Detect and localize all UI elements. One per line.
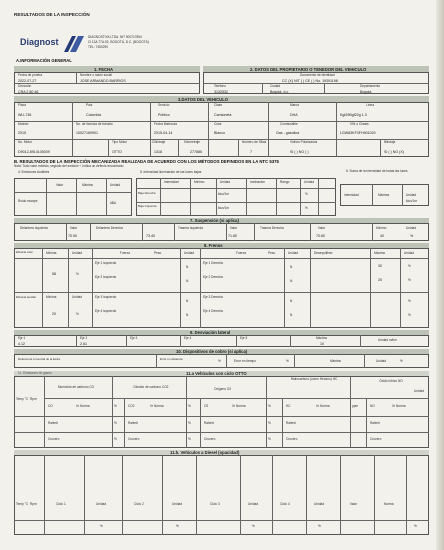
s11a-idle-no: Ralentí [370,421,381,425]
s3-label-brand: Marca [290,103,299,107]
s7-rear-left-value: 71.80 [228,234,237,238]
s9-label-axle5: Eje 5 [240,336,248,340]
s11a-cruise-co2: Crucero [128,437,140,441]
s3-license-value: 10027169901 [76,131,98,135]
s8-force-unit-8: N [290,313,293,317]
logo-text: Diagnost [20,37,59,47]
s3-label-reg-date: Fecha Matrícula [154,122,177,126]
s10-label-dist-error: Error en distancia [160,357,183,361]
s11b-label-unit1: Unidad [96,502,107,506]
company-line-1: DIAGNOSTIYA LTDA. NIT 900717894 [88,35,142,39]
s7-front-left-value: 70.90 [68,234,77,238]
s1-address-value: CRA 2 80 46 [18,90,39,94]
s3-engine-no-value: D9012-8914105009 [18,150,50,154]
results-title: RESULTADOS DE LA INSPECCIÓN [14,12,90,17]
s11b-label-cycle3: Ciclo 3 [210,502,220,506]
s6-label-intensity: Intensidad [344,193,359,197]
s1-label-address: Dirección [18,84,32,88]
s3-label-line: Línea [366,103,374,107]
s9-axle2-value: 2.61 [80,342,87,346]
s11b-label-cycle4: Ciclo 4 [280,502,290,506]
s8-label-weight-2: Peso [268,251,276,255]
s5-unit-pct-right: % [305,192,308,196]
s11a-label-no: Óxido nítrico NO [379,379,403,383]
s3-label-fuel: Combustible [280,122,298,126]
s11a-cruise-hc: Crucero [286,437,298,441]
s5-label-intensity: Intensidad [164,180,179,184]
s5-unit-pct-left: % [305,206,308,210]
s8-force-unit-3: N [186,299,189,303]
s11a-label-rpm: Rpm [30,397,37,401]
s3-label-tinted: Vidrios Polarizados [290,140,318,144]
s6-label-unit: Unidad [406,193,417,197]
s5-label-unit: Unidad [220,180,231,184]
s11b-label-norm: Norma [384,502,394,506]
s2-label-department: Departamento [360,84,381,88]
s3-box [14,102,429,157]
s10-unit-2: % [286,359,289,363]
s5-label-range: Rango [280,180,290,184]
s2-title: 2. DATOS DEL PROPIETARIO O TENEDOR DEL VEHICULO [250,67,367,72]
s7-label-front-left: Delantera Izquierda [20,226,48,230]
s8-label-unit-4: Unidad [404,251,415,255]
s10-box [14,354,429,368]
s8-imbalance-unit-3: % [408,299,411,303]
b-note: Nota: Todo valor medido, seguido del símbolo *, indica un defecto encontrado [14,164,124,168]
s3-engine-type-value: OTTO [112,150,122,154]
s11b-label-temp: Temp °C [16,502,29,506]
s11a-subtitle: 11.a Vehículos con ciclo OTTO [186,371,247,376]
s6-unit-value: klux/1m [406,199,417,203]
s9-title: 9. Desviación lateral [190,330,231,335]
logo-mark-icon [62,34,86,54]
s7-rear-right-value: 70.60 [316,234,325,238]
s11a-unit-cruise-1: % [114,437,117,441]
s7-label-unit: Unidad [406,226,417,230]
s11a-co2-norm: Vr Norma [150,404,164,408]
s11a-no-norm: Vr Norma [392,404,406,408]
s7-label-value-1: Valor [70,226,78,230]
s11a-cruise-no: Crucero [370,437,382,441]
s10-label-time-error: Error en tiempo [234,359,256,363]
s11b-unit-1: % [100,524,103,528]
s3-model-value: 2015 [18,131,26,135]
s3-country-value: Colombia [86,113,102,117]
s4-title: 4. Emisiones Audibles [18,170,50,174]
s1-label-date: Fecha de prueba [18,73,43,77]
s3-class-value: Camioneta [214,113,232,117]
s3-label-class: Clase [214,103,223,107]
s8-label-unit-5: Unidad [72,295,83,299]
s8-axle2-left: Eje 2 Izquierdo [95,275,117,279]
s3-service-value: Público [158,113,170,117]
s8-axle1-left: Eje 1 Izquierdo [95,261,117,265]
s10-label-max: Máximo [330,359,342,363]
s3-label-displacement: Cilindraje [152,140,166,144]
s11a-idle-co: Ralentí [48,421,59,425]
s3-mileage-value: 277885 [190,150,202,154]
s8-force-unit-7: N [290,299,293,303]
s11b-label-cycle2: Ciclo 2 [134,502,144,506]
s1-label-name: Nombre o razón social [80,73,112,77]
s5-title: 5. Intensidad iluminación de las luces bajas [140,170,202,174]
s8-label-aux-efficiency: Eficacia auxiliar [16,295,37,299]
s2-label-phone: Teléfono [214,84,227,88]
s11a-label-o2: Oxígeno O2 [214,387,232,391]
s8-imbalance-unit-1: % [408,264,411,268]
s8-force-unit-6: N [290,279,293,283]
s7-label-rear-left: Trasera Izquierda [178,226,203,230]
s11a-idle-o2: Ralentí [204,421,215,425]
s8-aux-unit-pct: % [76,312,79,316]
s11a-idle-hc: Ralentí [286,421,297,425]
s3-vin-value: LGW83KF3FH901029 [340,131,376,135]
s3-label-country: País [86,103,93,107]
s8-axle2-right: Eje 2 Derecho [203,275,224,279]
s1-name-value: JOSE ARMANDO BARRIOS [80,79,126,83]
s11a-o2-unit: % [268,404,271,408]
s8-label-weight: Peso [154,251,162,255]
general-info-heading: A.INFORMACIÓN GENERAL [16,58,72,63]
s8-axle4-right: Eje 4 Derecho [203,309,224,313]
s6-title: 6. Suma de la intensidad de todas las luces [346,169,408,173]
s11b-unit-4: % [318,524,321,528]
s9-label-axle2: Eje 2 [80,336,88,340]
s8-label-max: Máximo [374,251,386,255]
s2-label-city: Ciudad [270,84,281,88]
s5-label-inclination: Inclinación [250,180,266,184]
s11a-hc-norm: Vr Norma [316,404,330,408]
s9-label-axle4: Eje 4 [184,336,192,340]
s7-label-min: Mínimo [376,226,387,230]
s8-min-value: 58 [52,272,56,276]
s11a-label-temp: Temp °C [16,397,29,401]
s11a-no-col: NO [370,404,375,408]
s11a-unit-idle-3: % [268,421,271,425]
s11a-cruise-co: Crucero [48,437,60,441]
s8-axle1-right: Eje 1 Derecho [203,261,224,265]
s3-line-value: Kgt29Bgf22g 1.3 [340,113,367,117]
s11a-o2-norm: Vr Norma [232,404,246,408]
s10-unit-1: % [218,359,221,363]
company-line-3: TEL: 7450290 [88,45,109,49]
s11b-label-rpm: Rpm [30,502,37,506]
s10-label-tire: Referencia comercial de la llanta [18,357,60,361]
s11a-unit-idle-1: % [114,421,117,425]
s4-label-unit: Unidad [110,183,121,187]
s11a-unit-idle-2: % [188,421,191,425]
s7-unit-value: % [410,234,414,238]
s5-unit-left: klux/1m [218,206,229,210]
s8-unit-pct: % [76,272,79,276]
s9-label-axle3: Eje 3 [130,336,138,340]
s11b-subtitle: 11.b. Vehículos a Diesel (opacidad) [170,450,240,455]
s11a-label-hc: Hidrocarburo (como Hexano) HC [290,377,338,381]
s11a-unit-label: Unidad [414,389,425,393]
s8-title: 8. Frenos [204,243,223,248]
s7-label-value-2: Valor [230,226,238,230]
s8-aux-min-value: 20 [52,312,56,316]
s2-label-id: Documento de identidad [300,73,335,77]
s8-label-unit-2: Unidad [184,251,195,255]
s11b-unit-2: % [176,524,179,528]
s11b-label-unit2: Unidad [172,502,183,506]
s8-imbalance-unit-4: % [408,313,411,317]
s11a-co2-unit: % [188,404,191,408]
s3-displacement-value: 1318 [154,150,162,154]
s2-department-value: Bogotá [360,90,372,94]
s11a-unit-cruise-3: % [268,437,271,441]
s8-label-min: Mínima [46,251,57,255]
s3-title: 3.DATOS DEL VEHICULO [178,97,229,102]
s9-label-max: Máximo [316,336,328,340]
s4-label-value: Valor [56,183,64,187]
s8-label-unit: Unidad [72,251,83,255]
s8-force-unit-4: N [186,313,189,317]
s11a-cruise-o2: Crucero [204,437,216,441]
s11a-hc-col: HC [286,404,291,408]
s8-force-unit-2: N [186,279,189,283]
s9-max-value: 10 [320,342,324,346]
s8-axle3-left: Eje 3 Izquierdo [95,295,117,299]
s2-id-value: CC (X) NIT ( ) CE ( ) No. 19391198 [282,79,338,83]
s7-label-rear-right: Trasera Derecha [260,226,284,230]
s9-axle1-value: 4.12 [18,342,25,346]
s1-title: 1. FECHA [94,67,114,72]
s7-front-right-value: 73.40 [146,234,155,238]
s10-unit-3: % [400,359,403,363]
s11a-label-co2: Dióxido de carbono CO2 [133,385,169,389]
s8-imbalance-max-1: 30 [378,264,382,268]
s11a-label-co: Monóxido de carbono CO [57,385,95,389]
s1-date-value: 2022-07-27 [18,79,37,83]
s5-label-low-right: Baja Derecha [138,191,156,195]
s7-label-value-3: Valor [318,226,326,230]
s4-label-max: Máximo [82,183,94,187]
s8-axle3-right: Eje 3 Derecho [203,295,224,299]
s6-label-max: Máxima [378,193,390,197]
s3-tinted-value: SI ( ) NO ( ) [290,150,309,154]
s11-title: 11. Emisiones de gases [18,371,52,375]
s11b-label-value: Valor [350,502,358,506]
s3-label-vin: VIN o Chasis [350,122,369,126]
s2-phone-value: 3132532 [214,90,228,94]
s3-armor-value: SI ( ) NO (X) [384,150,404,154]
s8-imbalance-unit-2: % [408,278,411,282]
s10-title: 10. Dispositivos de cobro (si aplica) [176,349,248,354]
s11a-unit-cruise-2: % [188,437,191,441]
s5-label-low-left: Baja Izquierda [138,204,157,208]
s8-label-force: Fuerza [120,251,130,255]
s7-title: 7. Suspensión (si aplica) [190,218,239,223]
s3-plate-value: WLL736 [18,113,32,117]
s3-fuel-value: Gas - gasolina [276,131,300,135]
s11a-co-col: CO [48,404,53,408]
s3-reg-date-value: 2015-04-14 [154,131,173,135]
s5-label-min: Mínimo [194,180,205,184]
s4-unit-value: dBA [110,201,117,205]
s8-axle4-left: Eje 4 Izquierdo [95,309,117,313]
s3-label-color: Color [214,122,222,126]
s5-unit-right: klux/1m [218,192,229,196]
s3-brand-value: DHA [290,113,298,117]
s11a-idle-co2: Ralentí [128,421,139,425]
s3-color-value: Blanco [214,131,225,135]
s9-unit-value: Unidad m/km [378,338,397,342]
s2-city-value: Bogotá, d.c. [270,90,290,94]
s8-label-total-efficiency: Eficacia total [16,250,33,254]
s3-label-seats: Número de Sillas [242,140,267,144]
s11a-co2-col: CO2 [128,404,135,408]
s3-label-mileage: Kilometraje [184,140,200,144]
s11a-co-norm: Vr Norma [76,404,90,408]
s11b-label-unit4: Unidad [314,502,325,506]
s8-imbalance-max-2: 20 [378,278,382,282]
paper-edge-shadow [436,0,444,550]
s8-label-imbalance: Desequilibrio [314,251,333,255]
s11a-hc-unit: ppm [352,404,359,408]
s3-label-license: No. de licencia de tránsito [76,122,113,126]
s11b-unit-5: % [414,524,417,528]
s3-label-service: Servicio [158,103,170,107]
s10-label-unit: Unidad [376,359,387,363]
s8-force-unit-1: N [186,265,189,269]
company-line-2: Cl 13A 77A-92, BOGOTÁ, D.C. (BOGOTÁ) [88,40,149,44]
s3-label-plate: Placa [18,103,26,107]
s3-label-armor: Blindaje [384,140,396,144]
s7-min-value: 40 [380,234,384,238]
s4-label-noise: Ruido escape [18,199,38,203]
s11b-box [14,455,429,535]
s5-label-unit-2: Unidad [304,180,315,184]
s3-label-model: Modelo [18,122,29,126]
b-title: B. RESULTADOS DE LA INSPECCIÓN MECANIZADA REALIZADA DE ACUERDO CON LOS MÉTODOS DEFINIDOS EN LA NTC 5375 [14,159,279,164]
s3-seats-value: 7 [250,150,252,154]
s11a-o2-col: O2 [204,404,209,408]
s3-label-engine-no: No. Motor [18,140,32,144]
s8-label-min-2: Mínima [46,295,57,299]
s11b-label-cycle1: Ciclo 1 [56,502,66,506]
s8-force-unit-5: N [290,265,293,269]
s11b-unit-3: % [252,524,255,528]
s11b-label-unit3: Unidad [248,502,259,506]
s3-label-engine-type: Tipo Motor [112,140,128,144]
s8-label-force-2: Fuerza [236,251,246,255]
s11a-co-unit: % [114,404,117,408]
s7-label-front-right: Delantera Derecha [96,226,123,230]
s9-label-axle1: Eje 1 [18,336,26,340]
s8-label-unit-3: Unidad [288,251,299,255]
